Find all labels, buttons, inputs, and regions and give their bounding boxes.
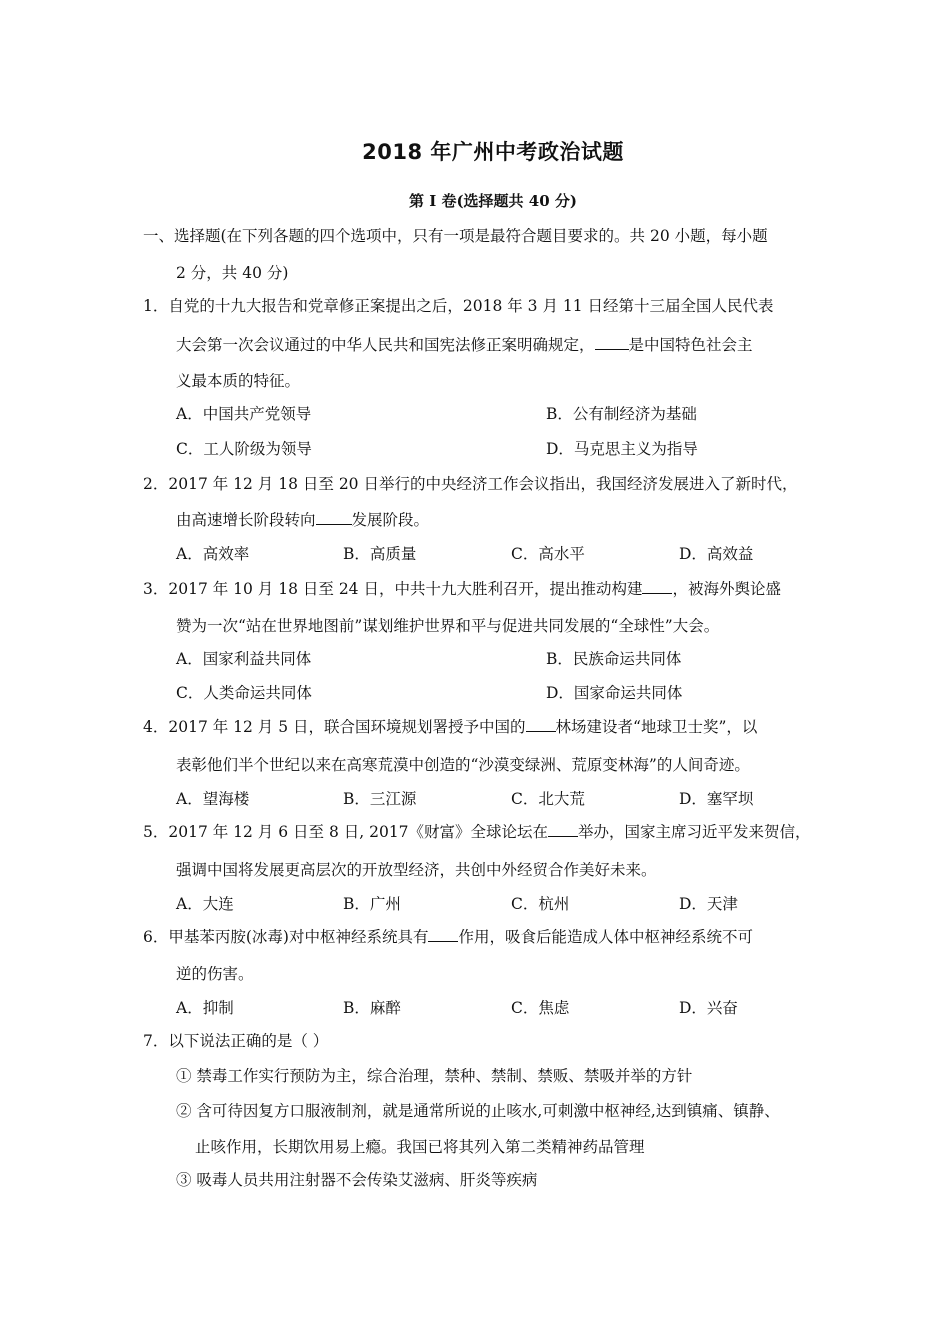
- question-3-option-b: B．民族命运共同体: [546, 650, 682, 668]
- question-6-option-c: C．焦虑: [511, 999, 570, 1017]
- answer-blank: [526, 717, 556, 732]
- question-4-text-b: 林场建设者“地球卫士奖”，以: [555, 718, 758, 736]
- question-5-line-1: [143, 822, 811, 842]
- question-2-text-b: 发展阶段。: [351, 511, 430, 529]
- question-1-option-c: C．工人阶级为领导: [176, 440, 312, 458]
- answer-blank: [642, 579, 672, 594]
- question-7-line-1: 7．以下说法正确的是（ ）: [143, 1032, 329, 1050]
- question-2-text-a: 由高速增长阶段转向: [176, 511, 316, 529]
- question-6-line-1: [143, 927, 753, 947]
- question-3-option-a: A．国家利益共同体: [176, 650, 312, 668]
- question-6-text-b: 作用，吸食后能造成人体中枢神经系统不可: [458, 928, 753, 946]
- question-4-option-c: C．北大荒: [511, 790, 585, 808]
- question-3-text-b: ，被海外舆论盛: [672, 580, 781, 598]
- section-subtitle: 第 I 卷(选择题共 40 分): [409, 192, 577, 210]
- answer-blank: [548, 822, 578, 837]
- question-4-option-a: A．望海楼: [176, 790, 250, 808]
- section-instruction-line-1: 一、选择题(在下列各题的四个选项中，只有一项是最符合题目要求的。共 20 小题，每小题: [143, 227, 768, 245]
- question-7-statement-3: ③ 吸毒人员共用注射器不会传染艾滋病、肝炎等疾病: [176, 1171, 538, 1189]
- question-6-text-a: 6．甲基苯丙胺(冰毒)对中枢神经系统具有: [143, 928, 429, 946]
- question-4-text-a: 4．2017 年 12 月 5 日，联合国环境规划署授予中国的: [143, 718, 526, 736]
- answer-blank: [316, 510, 352, 525]
- question-6-line-2: 逆的伤害。: [176, 965, 254, 983]
- question-5-option-c: C．杭州: [511, 895, 570, 913]
- question-5-option-a: A．大连: [176, 895, 234, 913]
- question-3-option-d: D．国家命运共同体: [546, 684, 683, 702]
- question-6-option-b: B．麻醉: [343, 999, 401, 1017]
- question-5-option-d: D．天津: [679, 895, 738, 913]
- question-3-option-c: C．人类命运共同体: [176, 684, 312, 702]
- section-instruction-line-2: 2 分，共 40 分): [176, 264, 289, 282]
- question-3-text-a: 3．2017 年 10 月 18 日至 24 日，中共十九大胜利召开，提出推动构建: [143, 580, 643, 598]
- question-1-line-3: 义最本质的特征。: [176, 372, 301, 390]
- question-2-option-d: D．高效益: [679, 545, 754, 563]
- question-2-option-c: C．高水平: [511, 545, 585, 563]
- question-4-option-d: D．塞罕坝: [679, 790, 754, 808]
- question-1-text-b: 是中国特色社会主: [628, 336, 753, 354]
- question-5-line-2: 强调中国将发展更高层次的开放型经济，共创中外经贸合作美好未来。: [176, 861, 657, 879]
- question-2-option-a: A．高效率: [176, 545, 250, 563]
- question-7-statement-1: ① 禁毒工作实行预防为主，综合治理，禁种、禁制、禁贩、禁吸并举的方针: [176, 1067, 693, 1085]
- question-5-text-a: 5．2017 年 12 月 6 日至 8 日, 2017《财富》全球论坛在: [143, 823, 549, 841]
- question-6-option-d: D．兴奋: [679, 999, 738, 1017]
- question-1-option-b: B．公有制经济为基础: [546, 405, 697, 423]
- page-title: 2018 年广州中考政治试题: [362, 140, 624, 164]
- question-2-line-2: [176, 510, 429, 530]
- question-1-option-d: D．马克思主义为指导: [546, 440, 698, 458]
- question-6-option-a: A．抑制: [176, 999, 234, 1017]
- question-5-text-b: 举办，国家主席习近平发来贺信，: [578, 823, 811, 841]
- question-2-line-1: 2．2017 年 12 月 18 日至 20 日举行的中央经济工作会议指出，我国经济发展进入了新时代，: [143, 475, 798, 493]
- question-5-option-b: B．广州: [343, 895, 401, 913]
- question-4-line-2: 表彰他们半个世纪以来在高寒荒漠中创造的“沙漠变绿洲、荒原变林海”的人间奇迹。: [176, 756, 750, 774]
- question-1-line-1: 1．自党的十九大报告和党章修正案提出之后，2018 年 3 月 11 日经第十三届全国人民代表: [143, 297, 774, 315]
- question-1-line-2: [176, 335, 753, 355]
- question-3-line-2: 赞为一次“站在世界地图前”谋划维护世界和平与促进共同发展的“全球性”大会。: [176, 617, 720, 635]
- question-4-line-1: [143, 717, 757, 737]
- question-3-line-1: [143, 579, 781, 599]
- question-4-option-b: B．三江源: [343, 790, 417, 808]
- question-7-statement-2-continued: 止咳作用，长期饮用易上瘾。我国已将其列入第二类精神药品管理: [195, 1138, 645, 1156]
- question-2-option-b: B．高质量: [343, 545, 417, 563]
- question-7-statement-2: ② 含可待因复方口服液制剂，就是通常所说的止咳水,可刺激中枢神经,达到镇痛、镇静、: [176, 1102, 780, 1120]
- answer-blank: [595, 335, 629, 350]
- answer-blank: [428, 927, 458, 942]
- question-1-text-a: 大会第一次会议通过的中华人民共和国宪法修正案明确规定，: [176, 336, 595, 354]
- question-1-option-a: A．中国共产党领导: [176, 405, 312, 423]
